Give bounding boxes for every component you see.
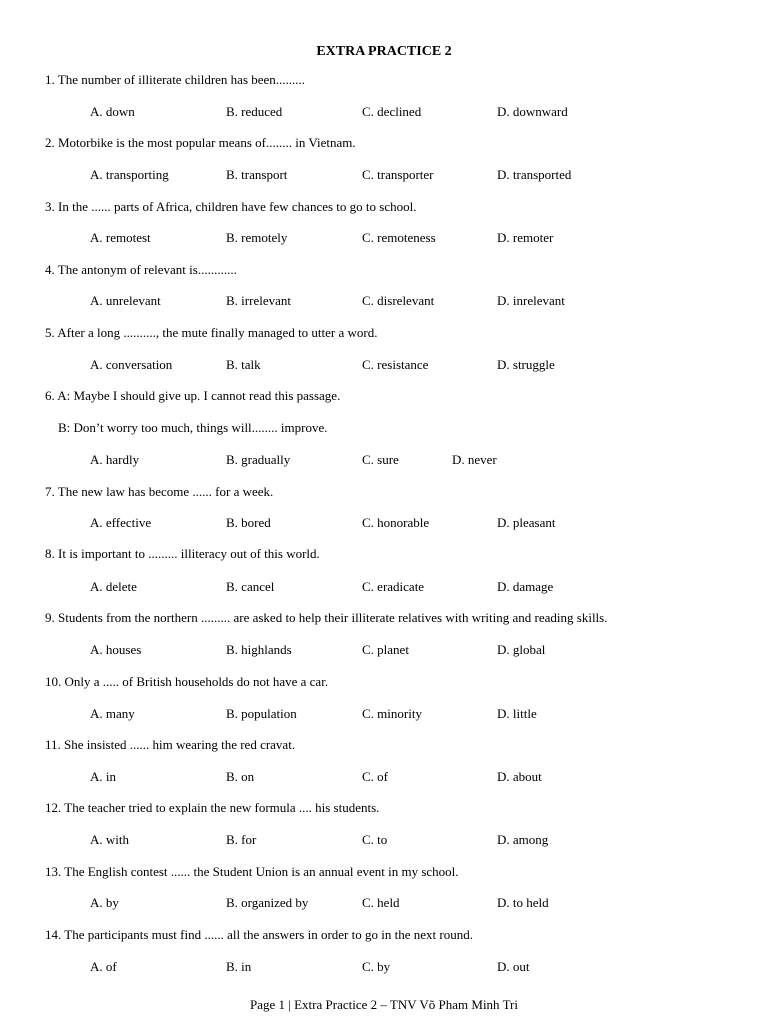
question-11: 11. She insisted ...... him wearing the red cravat. (45, 737, 296, 752)
option-4b: B. irrelevant (226, 293, 291, 308)
option-4a: A. unrelevant (90, 293, 161, 308)
option-1c: C. declined (362, 104, 422, 119)
page-title: EXTRA PRACTICE 2 (316, 44, 452, 59)
option-2c: C. transporter (362, 167, 434, 182)
option-8b: B. cancel (226, 579, 275, 594)
question-2: 2. Motorbike is the most popular means of........ in Vietnam. (45, 135, 356, 150)
option-9c: C. planet (362, 642, 409, 657)
option-5b: B. talk (226, 357, 261, 372)
option-3d: D. remoter (497, 230, 554, 245)
option-14b: B. in (226, 959, 252, 974)
option-14a: A. of (90, 959, 117, 974)
option-9d: D. global (497, 642, 546, 657)
option-2b: B. transport (226, 167, 288, 182)
option-10a: A. many (90, 706, 135, 721)
option-12a: A. with (90, 832, 129, 847)
option-10d: D. little (497, 706, 537, 721)
question-6: 6. A: Maybe I should give up. I cannot read this passage. (45, 388, 341, 403)
option-7b: B. bored (226, 515, 271, 530)
question-9: 9. Students from the northern ......... are asked to help their illiterate relatives with writing and reading skills. (45, 610, 608, 625)
option-6d: D. never (452, 452, 497, 467)
option-9a: A. houses (90, 642, 142, 657)
option-3b: B. remotely (226, 230, 288, 245)
option-4d: D. inrelevant (497, 293, 565, 308)
option-1d: D. downward (497, 104, 568, 119)
option-3a: A. remotest (90, 230, 151, 245)
option-11a: A. in (90, 769, 116, 784)
question-10: 10. Only a ..... of British households do not have a car. (45, 674, 329, 689)
option-14d: D. out (497, 959, 530, 974)
option-10c: C. minority (362, 706, 422, 721)
option-8c: C. eradicate (362, 579, 425, 594)
option-13d: D. to held (497, 895, 549, 910)
option-10b: B. population (226, 706, 297, 721)
option-1a: A. down (90, 104, 135, 119)
option-14c: C. by (362, 959, 391, 974)
option-13c: C. held (362, 895, 400, 910)
option-2d: D. transported (497, 167, 572, 182)
question-8: 8. It is important to ......... illiteracy out of this world. (45, 546, 320, 561)
question-3: 3. In the ...... parts of Africa, children have few chances to go to school. (45, 199, 417, 214)
option-5d: D. struggle (497, 357, 555, 372)
option-12b: B. for (226, 832, 257, 847)
option-5a: A. conversation (90, 357, 173, 372)
question-7: 7. The new law has become ...... for a week. (45, 484, 274, 499)
option-6a: A. hardly (90, 452, 140, 467)
option-4c: C. disrelevant (362, 293, 435, 308)
option-7c: C. honorable (362, 515, 430, 530)
question-14: 14. The participants must find ...... all the answers in order to go in the next round. (45, 927, 473, 942)
option-11d: D. about (497, 769, 542, 784)
option-5c: C. resistance (362, 357, 429, 372)
option-2a: A. transporting (90, 167, 169, 182)
question-12: 12. The teacher tried to explain the new formula .... his students. (45, 800, 380, 815)
option-8d: D. damage (497, 579, 554, 594)
option-8a: A. delete (90, 579, 137, 594)
option-6c: C. sure (362, 452, 399, 467)
question-1: 1. The number of illiterate children has been......... (45, 72, 306, 87)
option-9b: B. highlands (226, 642, 292, 657)
option-11c: C. of (362, 769, 388, 784)
question-5: 5. After a long .........., the mute finally managed to utter a word. (45, 325, 378, 340)
option-6b: B. gradually (226, 452, 291, 467)
option-12d: D. among (497, 832, 549, 847)
question-6-dialogue-b: B: Don’t worry too much, things will........ improve. (58, 420, 328, 435)
option-7d: D. pleasant (497, 515, 556, 530)
option-1b: B. reduced (226, 104, 283, 119)
option-11b: B. on (226, 769, 255, 784)
option-12c: C. to (362, 832, 388, 847)
option-3c: C. remoteness (362, 230, 436, 245)
page-footer: Page 1 | Extra Practice 2 – TNV Võ Pham Minh Tri (249, 997, 518, 1012)
option-13a: A. by (90, 895, 119, 910)
option-7a: A. effective (90, 515, 152, 530)
option-13b: B. organized by (226, 895, 309, 910)
question-13: 13. The English contest ...... the Student Union is an annual event in my school. (45, 864, 459, 879)
question-4: 4. The antonym of relevant is............ (45, 262, 237, 277)
